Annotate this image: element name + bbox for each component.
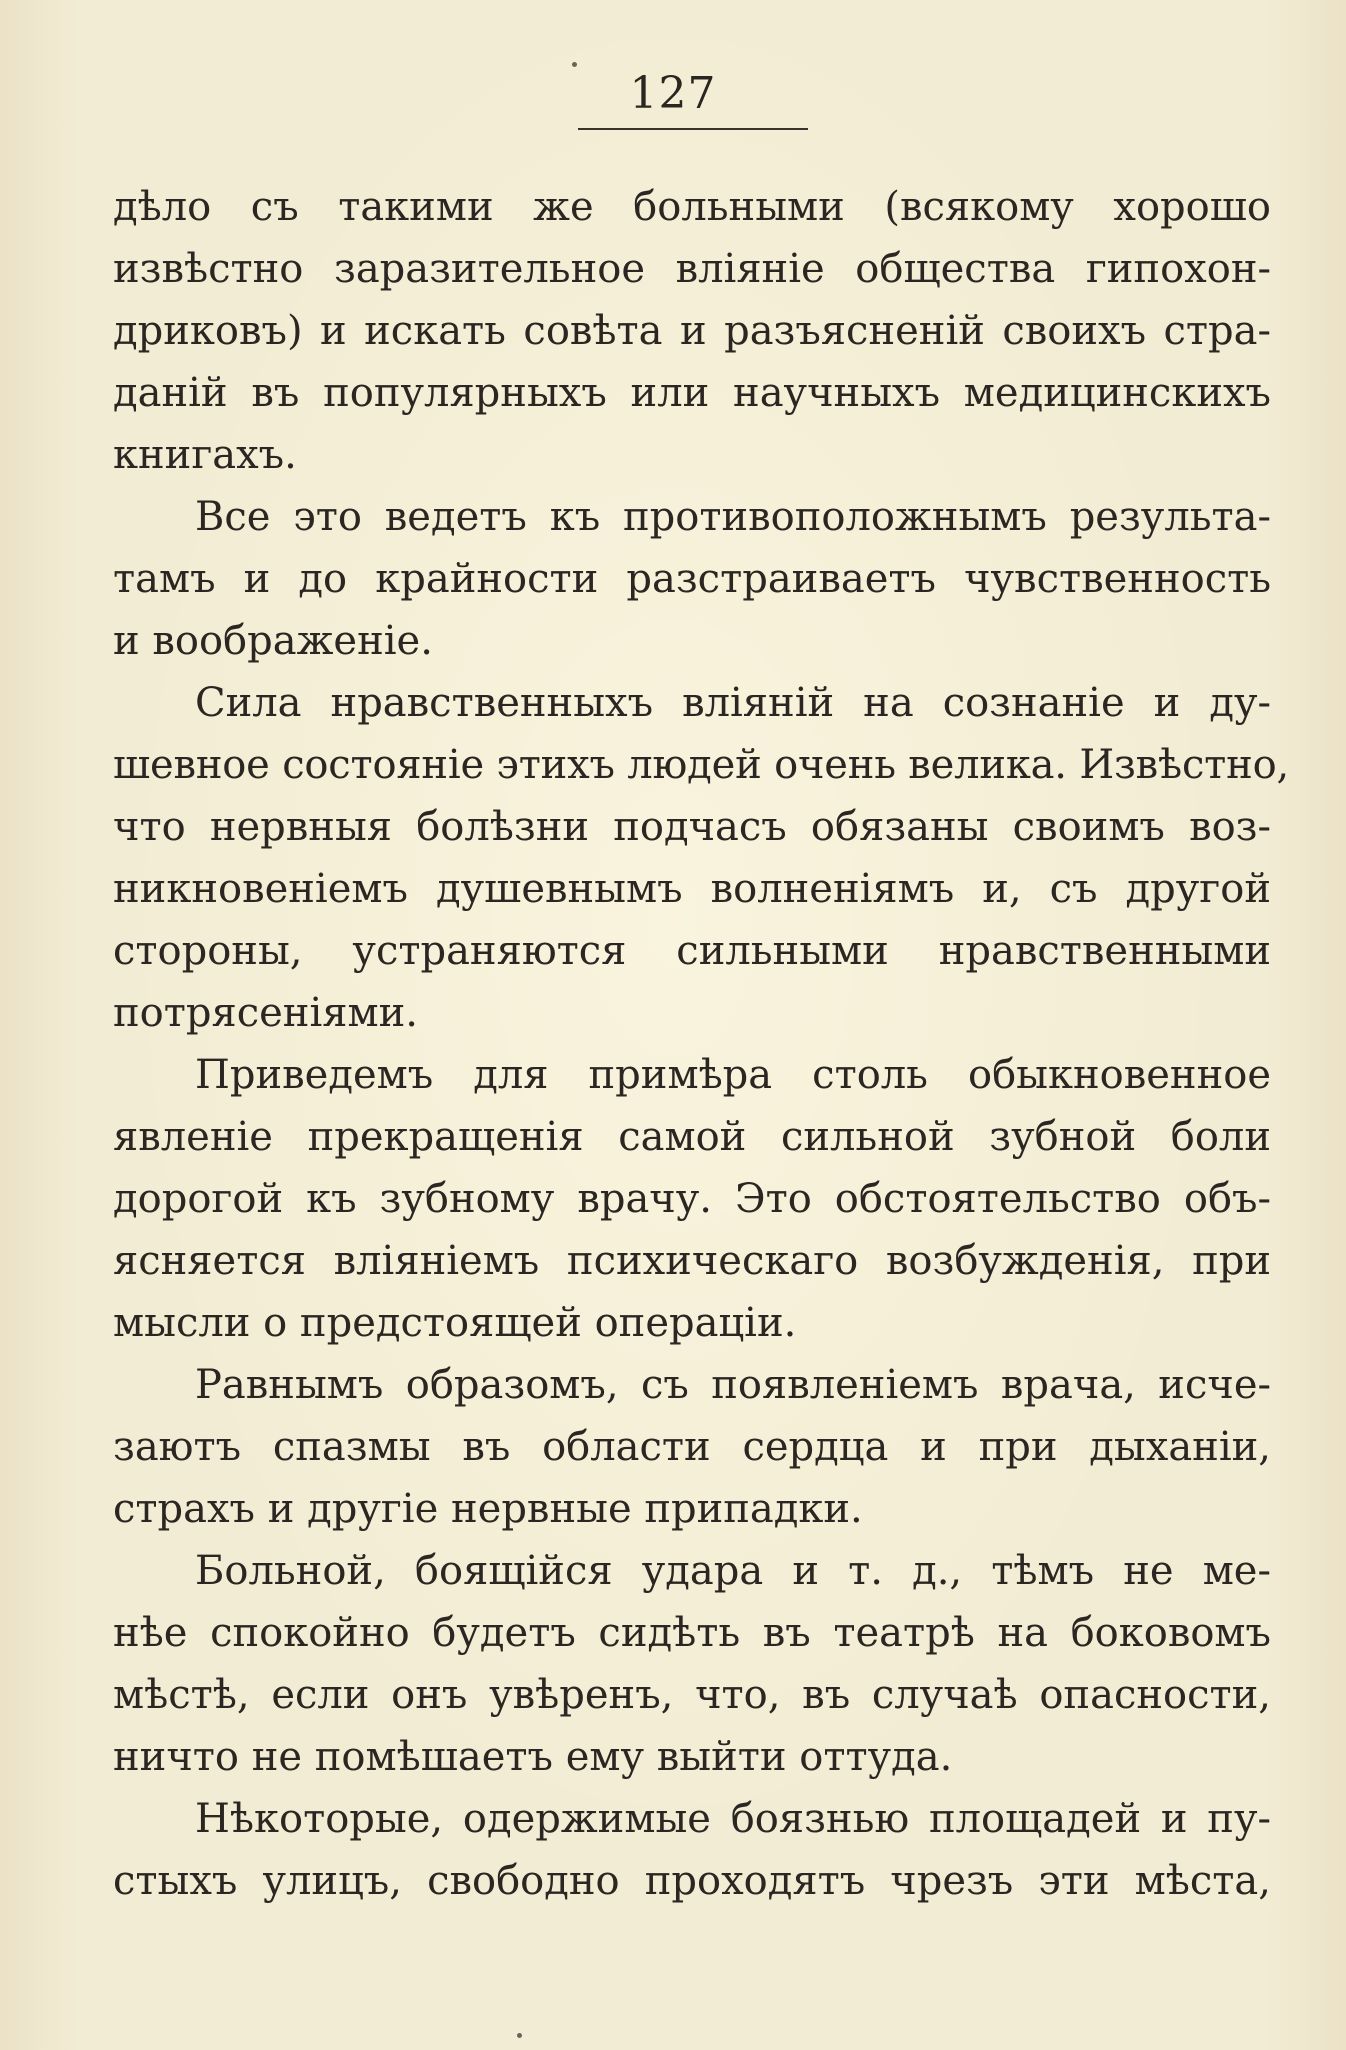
paragraph <box>113 1354 1271 1540</box>
text-line: страхъ и другіе нервные припадки. <box>113 1486 863 1532</box>
paragraph <box>113 1044 1271 1354</box>
text-line: тамъ и до крайности разстраиваетъ чувственность <box>113 556 1271 602</box>
text-line: ясняется вліяніемъ психическаго возбужденія, при <box>113 1238 1271 1284</box>
text-line: явленіе прекращенія самой сильной зубной боли <box>113 1114 1271 1160</box>
body-text <box>113 176 1289 1912</box>
paper-speck <box>517 2033 522 2038</box>
text-line: нѣе спокойно будетъ сидѣть въ театрѣ на боковомъ <box>113 1610 1271 1656</box>
text-line: книгахъ. <box>113 432 297 478</box>
text-line: мѣстѣ, если онъ увѣренъ, что, въ случаѣ опасности, <box>113 1672 1271 1718</box>
paragraph <box>113 1540 1271 1788</box>
text-line: Равнымъ образомъ, съ появленіемъ врача, исче- <box>195 1362 1271 1408</box>
text-line: дѣло съ такими же больными (всякому хорошо <box>113 184 1271 230</box>
text-line: и воображеніе. <box>113 618 433 664</box>
paper-speck <box>572 62 577 67</box>
text-line: Приведемъ для примѣра столь обыкновенное <box>195 1052 1271 1098</box>
text-line: стыхъ улицъ, свободно проходятъ чрезъ эти мѣста, <box>113 1858 1271 1904</box>
paragraph <box>113 486 1271 672</box>
text-line: дорогой къ зубному врачу. Это обстоятельство объ- <box>113 1176 1271 1222</box>
text-line: дриковъ) и искать совѣта и разъясненій своихъ стра- <box>113 308 1271 354</box>
text-line: даній въ популярныхъ или научныхъ медицинскихъ <box>113 370 1271 416</box>
text-line: стороны, устраняются сильными нравственными <box>113 928 1271 974</box>
paragraph <box>113 1788 1271 1912</box>
text-line: Все это ведетъ къ противоположнымъ результа- <box>195 494 1271 540</box>
text-line: заютъ спазмы въ области сердца и при дыханіи, <box>113 1424 1271 1470</box>
page-number: 127 <box>629 68 717 119</box>
paragraph <box>113 176 1271 486</box>
text-line: ничто не помѣшаетъ ему выйти оттуда. <box>113 1734 953 1780</box>
text-line: мысли о предстоящей операціи. <box>113 1300 797 1346</box>
text-line: Сила нравственныхъ вліяній на сознаніе и ду- <box>195 680 1271 726</box>
header-rule <box>578 128 808 130</box>
paragraph <box>113 672 1289 1044</box>
text-line: Нѣкоторые, одержимые боязнью площадей и пу- <box>195 1796 1271 1842</box>
text-line: потрясеніями. <box>113 990 418 1036</box>
text-line: шевное состояніе этихъ людей очень велика. Извѣстно, <box>113 742 1289 788</box>
text-line: что нервныя болѣзни подчасъ обязаны своимъ воз- <box>113 804 1271 850</box>
text-line: Больной, боящійся удара и т. д., тѣмъ не ме- <box>195 1548 1271 1594</box>
text-line: никновеніемъ душевнымъ волненіямъ и, съ другой <box>113 866 1271 912</box>
text-line: извѣстно заразительное вліяніе общества гипохон- <box>113 246 1271 292</box>
